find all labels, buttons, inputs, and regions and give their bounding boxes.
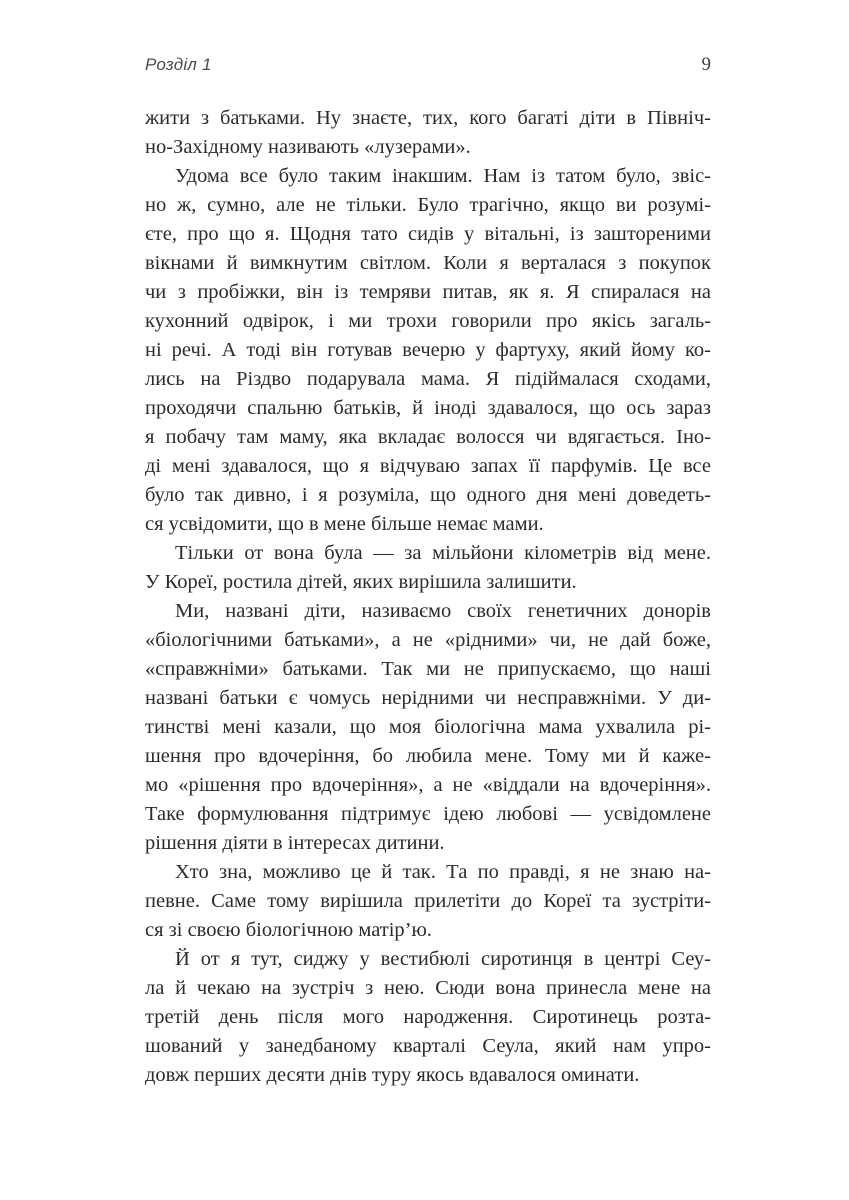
page-body: [145, 104, 711, 1090]
text-line: я побачу там маму, яка вкладає волосся чи вдягається. Іно-: [145, 426, 711, 448]
text-line: лись на Різдво подарувала мама. Я підіймалася сходами,: [145, 368, 711, 390]
text-line: «біологічними батьками», а не «рідними» чи, не дай боже,: [145, 629, 711, 651]
paragraph: [145, 104, 711, 162]
text-line: названі батьки є чомусь нерідними чи несправжніми. У ди-: [145, 687, 711, 709]
text-line: довж перших десяти днів туру якось вдавалося оминати.: [145, 1064, 640, 1086]
text-line: Хто зна, можливо це й так. Та по правді, я не знаю на-: [175, 861, 711, 883]
paragraph: [145, 539, 711, 597]
text-line: Удома все було таким інакшим. Нам із татом було, звіс-: [175, 165, 711, 187]
text-line: ді мені здавалося, що я відчуваю запах її парфумів. Це все: [145, 455, 711, 477]
text-line: шення про вдочеріння, бо любила мене. Тому ми й каже-: [145, 745, 711, 767]
text-line: вікнами й вимкнутим світлом. Коли я верталася з покупок: [145, 252, 711, 274]
text-line: жити з батьками. Ну знаєте, тих, кого багаті діти в Північ-: [145, 107, 711, 129]
text-line: ні речі. А тоді він готував вечерю у фартуху, який йому ко-: [145, 339, 711, 361]
paragraph: [145, 162, 711, 539]
text-line: У Кореї, ростила дітей, яких вирішила залишити.: [145, 571, 577, 593]
text-line: єте, про що я. Щодня тато сидів у вітальні, із заштореними: [145, 223, 711, 245]
text-line: шований у занедбаному кварталі Сеула, який нам упро-: [145, 1035, 711, 1057]
text-line: третій день після мого народження. Сиротинець розта-: [145, 1006, 711, 1028]
text-line: тинстві мені казали, що моя біологічна мама ухвалила рі-: [145, 716, 711, 738]
text-line: мо «рішення про вдочеріння», а не «віддали на вдочеріння».: [145, 774, 711, 796]
paragraph: [145, 858, 711, 945]
paragraph: [145, 597, 711, 858]
running-head: [145, 54, 711, 76]
text-line: Таке формулювання підтримує ідею любові — усвідомлене: [145, 803, 711, 825]
chapter-label: Розділ 1: [145, 55, 212, 74]
text-line: рішення діяти в інтересах дитини.: [145, 832, 445, 854]
text-line: ся усвідомити, що в мене більше немає мами.: [145, 513, 544, 535]
text-line: певне. Саме тому вирішила прилетіти до Кореї та зустріти-: [145, 890, 711, 912]
text-line: «справжніми» батьками. Так ми не припускаємо, що наші: [145, 658, 711, 680]
text-line: проходячи спальню батьків, й іноді здавалося, що ось зараз: [145, 397, 711, 419]
page-number: 9: [701, 54, 711, 75]
text-line: но-Західному називають «лузерами».: [145, 136, 471, 158]
text-line: чи з пробіжки, він із темряви питав, як я. Я спиралася на: [145, 281, 711, 303]
text-line: Ми, названі діти, називаємо своїх генетичних донорів: [175, 600, 711, 622]
text-line: кухонний одвірок, і ми трохи говорили про якісь загаль-: [145, 310, 711, 332]
text-line: ла й чекаю на зустріч з нею. Сюди вона принесла мене на: [145, 977, 711, 999]
text-line: но ж, сумно, але не тільки. Було трагічно, якщо ви розумі-: [145, 194, 711, 216]
text-line: Й от я тут, сиджу у вестибюлі сиротинця в центрі Сеу-: [175, 948, 711, 970]
text-line: ся зі своєю біологічною матір’ю.: [145, 919, 432, 941]
text-line: Тільки от вона була — за мільйони кілометрів від мене.: [175, 542, 711, 564]
paragraph: [145, 945, 711, 1090]
text-line: було так дивно, і я розуміла, що одного дня мені доведеть-: [145, 484, 711, 506]
